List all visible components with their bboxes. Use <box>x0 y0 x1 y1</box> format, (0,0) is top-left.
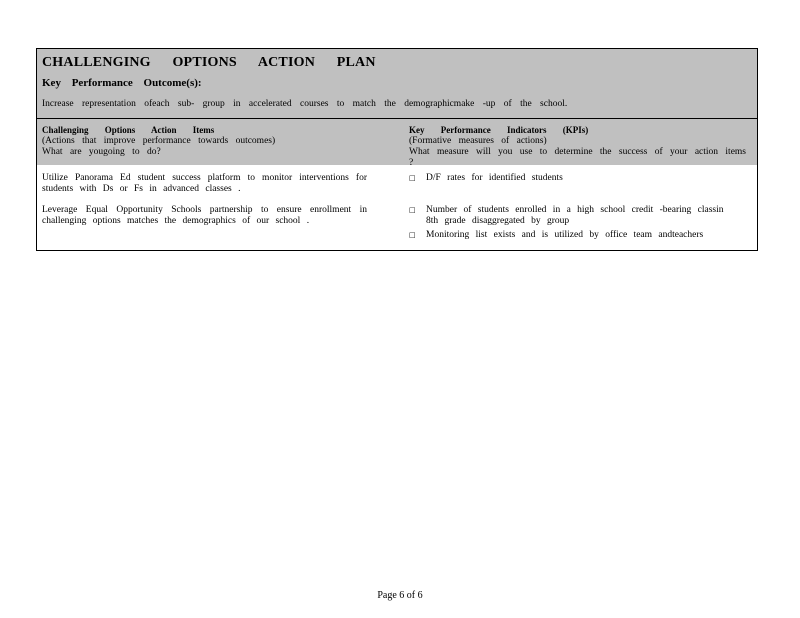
list-item <box>409 205 741 227</box>
action-items-subtitle: (Actions that improve performance towards outcomes) <box>42 136 276 146</box>
action-plan-table <box>36 48 758 251</box>
column-headers <box>37 119 757 168</box>
checkbox-bullet-icon: □ <box>409 206 416 214</box>
page-number: Page 6 of 6 <box>377 590 423 601</box>
action-items-header <box>37 125 405 165</box>
kpi-header <box>405 125 757 168</box>
kpi-question: What measure will you use to determine the success of your action items ? <box>409 147 747 168</box>
list-item <box>409 173 741 184</box>
kpo-label: Key Performance Outcome(s): <box>42 77 202 89</box>
table-row <box>37 205 757 244</box>
kpi-text: Number of students enrolled in a high school credit -bearing classin 8th grade disaggregated by group <box>426 205 724 226</box>
table-row <box>37 173 757 195</box>
action-item: Utilize Panorama Ed student success platform to monitor interventions for students with Ds or Fs in advanced classes . <box>42 173 367 194</box>
action-items-question: What are yougoing to do? <box>42 147 161 157</box>
plan-body <box>37 165 757 250</box>
kpi-text: D/F rates for identified students <box>426 173 563 183</box>
action-item: Leverage Equal Opportunity Schools partnership to ensure enrollment in challenging options matches the demographics of our school . <box>42 205 367 226</box>
action-items-title: Challenging Options Action Items <box>42 125 215 135</box>
kpi-subtitle: (Formative measures of actions) <box>409 136 547 146</box>
kpi-list <box>405 173 757 195</box>
list-item <box>409 230 741 241</box>
kpi-list <box>405 205 757 244</box>
checkbox-bullet-icon: □ <box>409 231 416 239</box>
plan-title: CHALLENGING OPTIONS ACTION PLAN <box>42 55 376 70</box>
checkbox-bullet-icon: □ <box>409 174 416 182</box>
kpo-text: Increase representation ofeach sub- group in accelerated courses to match the demographicmake -up of the school. <box>42 99 568 109</box>
kpi-title: Key Performance Indicators (KPIs) <box>409 125 589 135</box>
kpi-text: Monitoring list exists and is utilized by office team andteachers <box>426 230 704 240</box>
plan-header <box>37 49 757 119</box>
